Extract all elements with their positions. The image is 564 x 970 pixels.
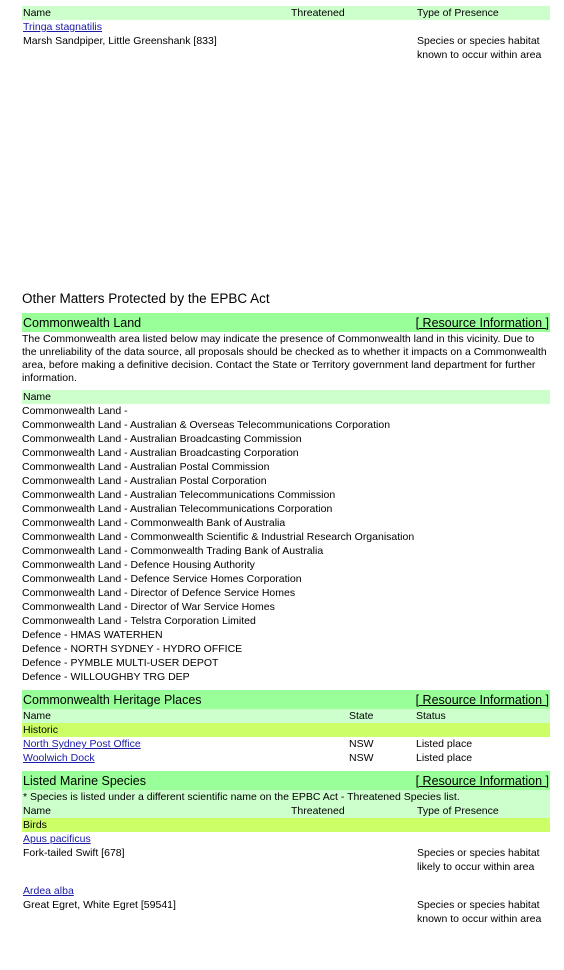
place-state: NSW — [349, 752, 374, 764]
species-threatened — [291, 898, 417, 926]
heritage-bar — [22, 690, 550, 709]
species-row — [22, 884, 550, 898]
col-presence-header: Type of Presence — [417, 7, 499, 19]
section-title: Commonwealth Heritage Places — [23, 692, 202, 707]
list-item: Commonwealth Land - Director of War Service Homes — [22, 601, 275, 613]
resource-information-link[interactable]: [ Resource Information ] — [415, 773, 549, 788]
col-name-header: Name — [23, 710, 52, 722]
list-item: Commonwealth Land - Defence Service Homes Corporation — [22, 573, 302, 585]
col-name-header: Name — [23, 391, 52, 403]
commonwealth-land-list — [22, 404, 550, 684]
list-item: Defence - HMAS WATERHEN — [22, 629, 163, 641]
list-item: Defence - WILLOUGHBY TRG DEP — [22, 671, 190, 683]
place-status: Listed place — [416, 738, 473, 750]
list-item: Commonwealth Land - — [22, 405, 128, 417]
species-common-name: Fork-tailed Swift [678] — [23, 847, 125, 859]
section-title: Commonwealth Land — [23, 315, 142, 330]
col-state-header: State — [349, 710, 374, 722]
species-detail-row — [22, 898, 550, 926]
section-title: Listed Marine Species — [23, 773, 146, 788]
table-header — [22, 6, 550, 20]
resource-information-link[interactable]: [ Resource Information ] — [415, 692, 549, 707]
list-item: Commonwealth Land - Australian Broadcasting Commission — [22, 433, 302, 445]
marine-note: * Species is listed under a different scientific name on the EPBC Act - Threatened Species list. — [22, 790, 550, 804]
place-link[interactable]: North Sydney Post Office — [23, 738, 141, 750]
report-page — [22, 6, 550, 926]
species-link[interactable]: Apus pacificus — [23, 833, 91, 845]
table-row — [22, 751, 550, 765]
list-item: Commonwealth Land - Australian Postal Corporation — [22, 475, 267, 487]
list-item: Commonwealth Land - Commonwealth Scientific & Industrial Research Organisation — [22, 531, 415, 543]
species-common-name: Marsh Sandpiper, Little Greenshank [833] — [23, 35, 217, 47]
table-header — [22, 390, 550, 404]
resource-information-link[interactable]: [ Resource Information ] — [415, 315, 549, 330]
species-row — [22, 832, 550, 846]
place-state: NSW — [349, 738, 374, 750]
group-row-birds: Birds — [22, 818, 550, 832]
table-header — [22, 804, 550, 818]
list-item: Commonwealth Land - Director of Defence Service Homes — [22, 587, 296, 599]
species-presence: Species or species habitat likely to occur within area — [417, 847, 540, 873]
list-item: Commonwealth Land - Defence Housing Authority — [22, 559, 255, 571]
list-item: Defence - NORTH SYDNEY - HYDRO OFFICE — [22, 643, 243, 655]
list-item: Commonwealth Land - Australian Telecommunications Corporation — [22, 503, 333, 515]
col-presence-header: Type of Presence — [417, 805, 499, 817]
table-row — [22, 737, 550, 751]
list-item: Commonwealth Land - Australian Postal Commission — [22, 461, 270, 473]
col-name-header: Name — [23, 7, 52, 19]
species-detail-row — [22, 34, 550, 62]
col-threatened-header: Threatened — [291, 805, 345, 817]
species-presence: Species or species habitat known to occur within area — [417, 899, 542, 925]
species-threatened — [291, 846, 417, 874]
species-link[interactable]: Tringa stagnatilis — [23, 21, 102, 33]
list-item: Defence - PYMBLE MULTI-USER DEPOT — [22, 657, 219, 669]
list-item: Commonwealth Land - Australian Telecommunications Commission — [22, 489, 336, 501]
list-item: Commonwealth Land - Australian & Overseas Telecommunications Corporation — [22, 419, 391, 431]
col-name-header: Name — [23, 805, 52, 817]
list-item: Commonwealth Land - Telstra Corporation Limited — [22, 615, 256, 627]
list-item: Commonwealth Land - Commonwealth Bank of Australia — [22, 517, 286, 529]
group-row-historic: Historic — [22, 723, 550, 737]
place-status: Listed place — [416, 752, 473, 764]
list-item: Commonwealth Land - Commonwealth Trading Bank of Australia — [22, 545, 324, 557]
place-link[interactable]: Woolwich Dock — [23, 752, 95, 764]
species-detail-row — [22, 846, 550, 874]
table-header — [22, 709, 550, 723]
commonwealth-land-description: The Commonwealth area listed below may indicate the presence of Commonwealth land in this vicinity. Due to the unreliability of the data source, all proposals should be checked as to whether it impacts on a Commonwealth area, before making a definitive decision. Contact the State or Territory government land department for further information. — [22, 333, 547, 384]
species-common-name: Great Egret, White Egret [59541] — [23, 899, 176, 911]
species-threatened — [291, 34, 417, 62]
marine-species-bar — [22, 771, 550, 790]
species-row — [22, 20, 550, 34]
commonwealth-land-bar — [22, 313, 550, 332]
other-matters-title: Other Matters Protected by the EPBC Act — [22, 291, 270, 306]
list-item: Commonwealth Land - Australian Broadcasting Corporation — [22, 447, 299, 459]
col-threatened-header: Threatened — [291, 7, 345, 19]
species-link[interactable]: Ardea alba — [23, 885, 74, 897]
col-status-header: Status — [416, 710, 446, 722]
species-presence: Species or species habitat known to occur within area — [417, 35, 542, 61]
